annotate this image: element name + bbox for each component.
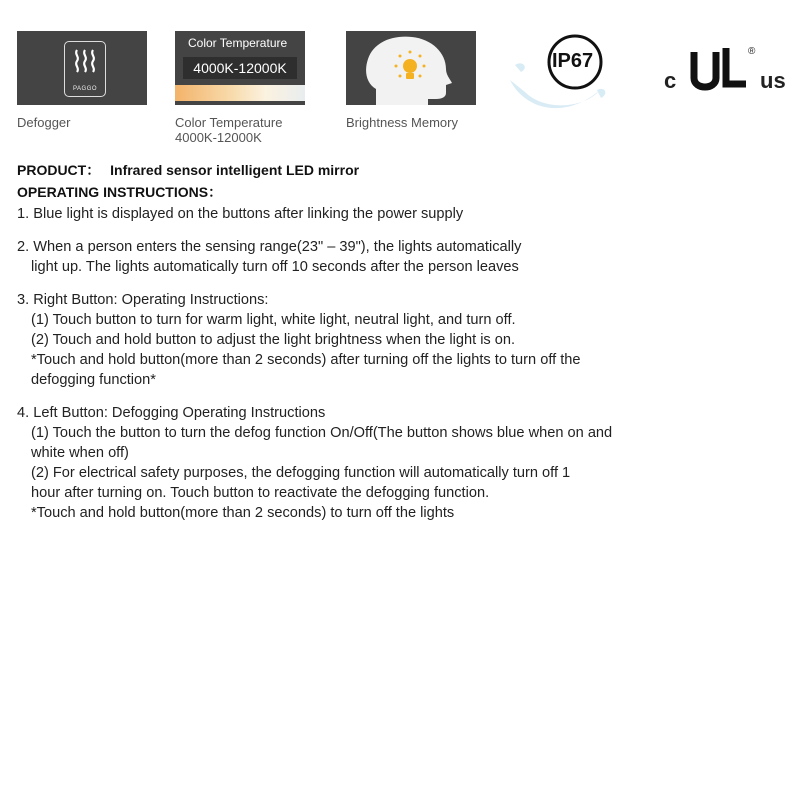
defogger-card [17,31,147,105]
color-temperature-card [175,31,305,105]
instruction-3: 3. Right Button: Operating Instructions: (1) Touch button to turn for warm light, white light, neutral light, and turn off. (2) Touch and hold button to adjust the light brightness when the light is on. *Touch and hold button(more than 2 seconds) after turning off the lights to turn off the defogging function* [17,292,581,388]
color-temperature-gradient [175,85,305,101]
product-label: PRODUCT： [17,162,101,178]
head-bulb-icon [346,31,476,105]
instruction-4: 4. Left Button: Defogging Operating Instructions (1) Touch the button to turn the defog function On/Off(The button shows blue when on and white when off) (2) For electrical safety purposes, the defogging function will automatically turn off 1 hour after turning on. Touch button to reactivate the defogging function. *Touch and hold button(more than 2 seconds) to turn off the lights [17,405,613,521]
instruction-1: 1. Blue light is displayed on the buttons after linking the power supply [17,206,464,222]
instruction-2: 2. When a person enters the sensing range(23" – 39"), the lights automatically light up. The lights automatically turn off 10 seconds after the person leaves [17,239,522,275]
product-line [17,160,359,180]
brightness-memory-caption: Brightness Memory [346,115,458,130]
defogger-caption: Defogger [17,115,71,130]
brightness-memory-card [346,31,476,105]
brand-label: PAGGO [72,86,98,92]
ul-certification-logo [660,40,790,100]
color-temperature-title: Color Temperature [188,36,288,50]
registered-mark: ® [748,46,756,57]
ip67-badge [505,20,615,120]
ip67-text: IP67 [552,50,594,72]
defogger-icon [64,41,106,97]
ul-c-letter: c [664,68,677,93]
color-temperature-range: 4000K-12000K [183,57,297,79]
ul-us-letters: us [760,68,786,93]
product-name: Infrared sensor intelligent LED mirror [110,162,360,178]
instructions-heading: OPERATING INSTRUCTIONS： [17,184,223,200]
color-temperature-caption: Color Temperature 4000K-12000K [175,115,283,145]
